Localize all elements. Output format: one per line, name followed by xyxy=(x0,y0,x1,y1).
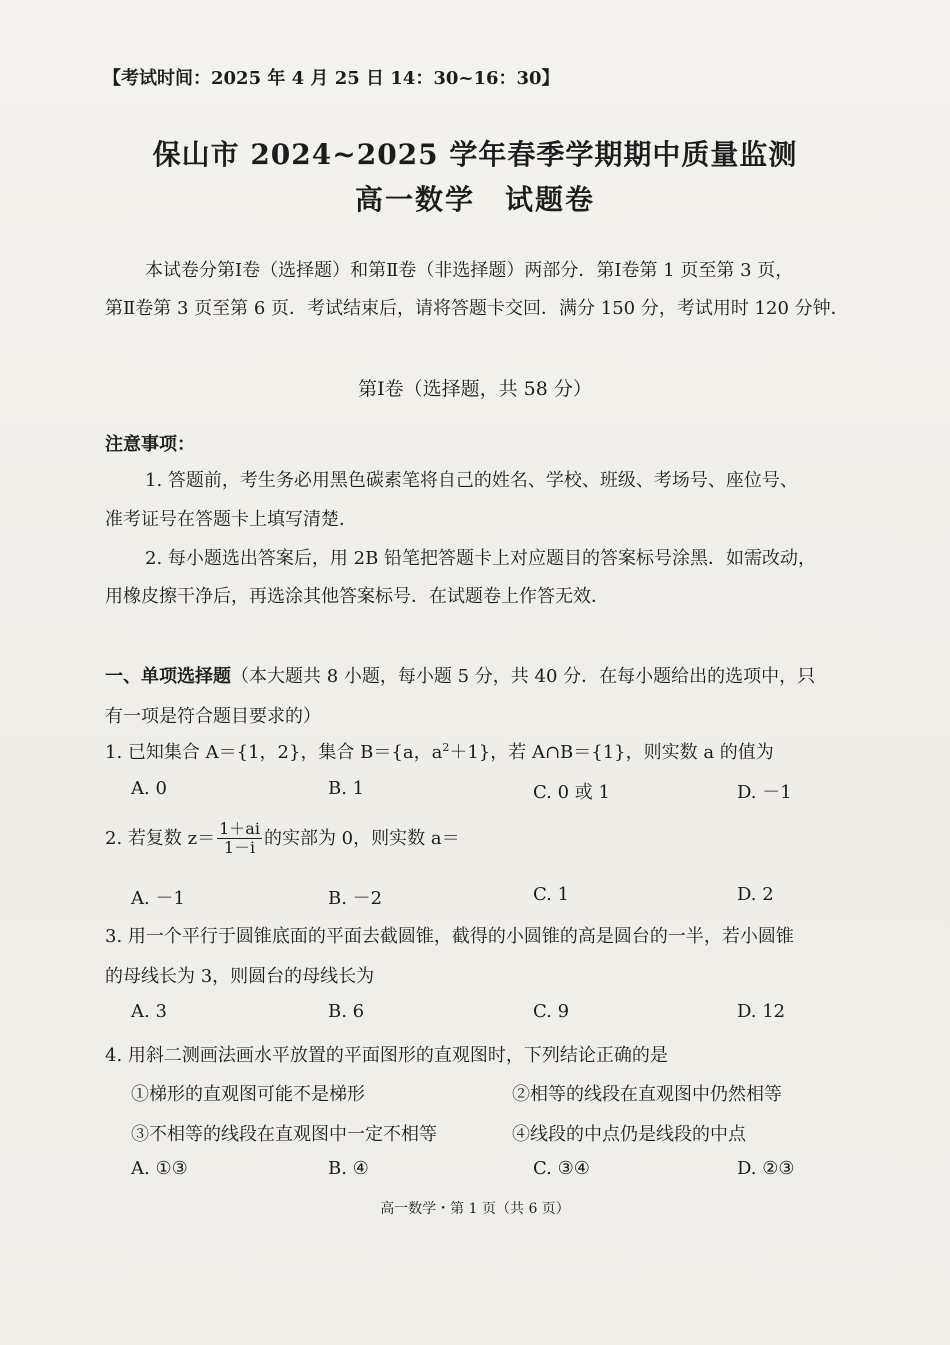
exam-title: 保山市 2024~2025 学年春季学期期中质量监测 xyxy=(152,138,798,171)
q1-option-a: A. 0 xyxy=(131,778,167,799)
q2-option-a: A. －1 xyxy=(131,888,185,909)
q2-option-c: C. 1 xyxy=(533,884,570,905)
q2-suffix: 的实部为 0，则实数 a＝ xyxy=(263,827,460,849)
q2-numerator: 1＋ai xyxy=(219,819,260,838)
note-2-line-2: 用橡皮擦干净后，再选涂其他答案标号．在试题卷上作答无效． xyxy=(105,586,609,607)
q1-prefix: 1. 已知集合 xyxy=(105,742,206,763)
q1-option-b: B. 1 xyxy=(328,778,365,799)
intro-line-1: 本试卷分第Ⅰ卷（选择题）和第Ⅱ卷（非选择题）两部分．第Ⅰ卷第 1 页至第 3 页， xyxy=(145,260,794,281)
q3-option-a: A. 3 xyxy=(131,1001,167,1022)
q1-option-d: D. －1 xyxy=(737,782,792,803)
page-footer: 高一数学・第 1 页（共 6 页） xyxy=(380,1201,570,1217)
exam-subtitle: 高一数学 试题卷 xyxy=(354,183,595,216)
q4-option-d: D. ②③ xyxy=(737,1158,795,1179)
question-4: 4. 用斜二测画法画水平放置的平面图形的直观图时，下列结论正确的是 xyxy=(105,1045,668,1066)
section1-desc-2: 有一项是符合题目要求的） xyxy=(105,706,321,727)
question-3-line-2: 的母线长为 3，则圆台的母线长为 xyxy=(105,966,375,987)
q4-statement-2: ②相等的线段在直观图中仍然相等 xyxy=(512,1084,782,1105)
q1-suffix: ，则实数 a 的值为 xyxy=(625,742,774,763)
q1-exponent: 2 xyxy=(442,741,450,754)
question-1 xyxy=(105,738,774,764)
q3-option-b: B. 6 xyxy=(328,1001,365,1022)
note-2-line-1: 2. 每小题选出答案后，用 2B 铅笔把答题卡上对应题目的答案标号涂黑．如需改动， xyxy=(145,548,817,569)
q2-option-b: B. －2 xyxy=(328,888,383,909)
question-2 xyxy=(105,820,460,858)
q3-option-c: C. 9 xyxy=(533,1001,570,1022)
question-3-line-1: 3. 用一个平行于圆锥底面的平面去截圆锥，截得的小圆锥的高是圆台的一半，若小圆锥 xyxy=(105,926,794,947)
q4-option-b: B. ④ xyxy=(328,1158,369,1179)
q1-set-a: A＝{1，2} xyxy=(205,742,301,763)
q3-option-d: D. 12 xyxy=(737,1001,786,1022)
q2-fraction xyxy=(217,820,262,858)
section1-heading xyxy=(105,662,815,688)
section1-title: 一、单项选择题 xyxy=(105,666,231,687)
q4-statement-1: ①梯形的直观图可能不是梯形 xyxy=(131,1084,365,1105)
q1-condition: ，若 A∩B＝{1} xyxy=(490,742,626,763)
note-1-line-2: 准考证号在答题卡上填写清楚． xyxy=(105,509,357,530)
note-1-line-1: 1. 答题前，考生务必用黑色碳素笔将自己的姓名、学校、班级、考场号、座位号、 xyxy=(145,470,798,491)
section1-desc-1: （本大题共 8 小题，每小题 5 分，共 40 分．在每小题给出的选项中，只 xyxy=(231,666,816,687)
q2-denominator: 1－i xyxy=(223,838,256,858)
exam-time: 【考试时间：2025 年 4 月 25 日 14：30~16：30】 xyxy=(103,68,560,89)
q4-statement-4: ④线段的中点仍是线段的中点 xyxy=(512,1124,746,1145)
notes-heading: 注意事项： xyxy=(105,434,195,455)
q1-set-b-start: B＝{a，a xyxy=(360,742,443,763)
q4-statement-3: ③不相等的线段在直观图中一定不相等 xyxy=(131,1124,437,1145)
q4-option-a: A. ①③ xyxy=(131,1158,188,1179)
intro-line-2: 第Ⅱ卷第 3 页至第 6 页．考试结束后，请将答题卡交回．满分 150 分，考试用时 120 分钟． xyxy=(105,298,849,319)
q2-prefix: 2. 若复数 z＝ xyxy=(105,827,216,849)
q2-option-d: D. 2 xyxy=(737,884,774,905)
part1-title: 第Ⅰ卷（选择题，共 58 分） xyxy=(358,378,592,400)
q1-option-c: C. 0 或 1 xyxy=(533,782,610,803)
q1-set-b-end: ＋1} xyxy=(449,742,491,763)
q1-mid: ，集合 xyxy=(300,742,361,763)
q4-option-c: C. ③④ xyxy=(533,1158,590,1179)
